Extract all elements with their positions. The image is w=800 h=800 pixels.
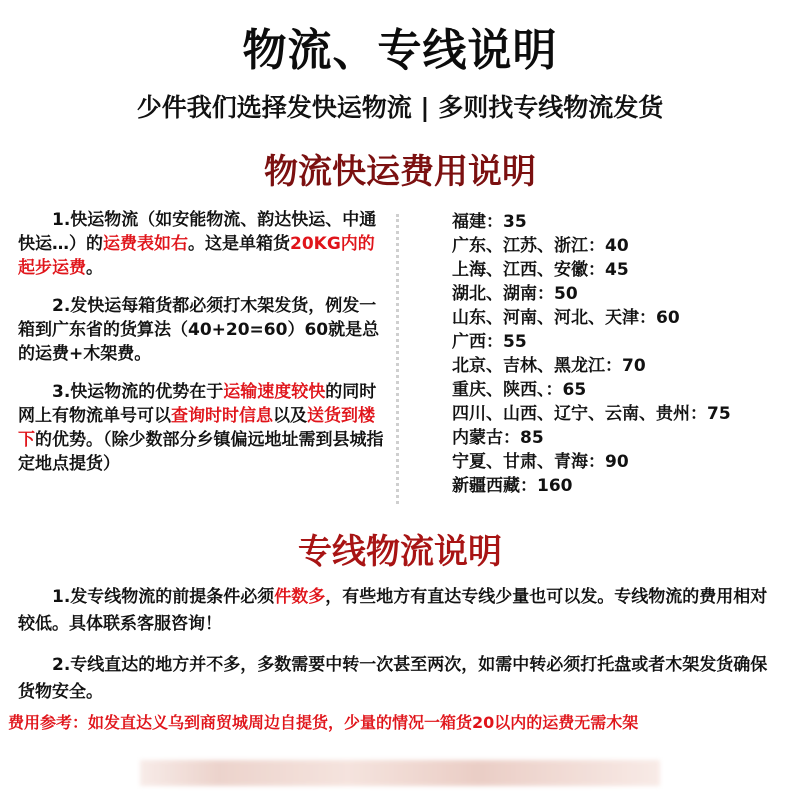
rate-list	[452, 210, 797, 498]
dotted-divider	[396, 214, 411, 504]
rate-item: 北京、吉林、黑龙江：70	[452, 356, 646, 376]
highlight-text: 运输速度较快	[223, 382, 326, 402]
rate-item: 山东、河南、河北、天津：60	[452, 308, 680, 328]
paragraph-text: 。这是单箱货	[188, 234, 290, 254]
highlight-text: 查询时时信息	[171, 406, 273, 426]
rate-item: 宁夏、甘肃、青海：90	[452, 452, 629, 472]
paragraph-text: 以及	[273, 406, 307, 426]
highlight-text: 件数多	[274, 587, 326, 607]
highlight-text: 运费表如右	[103, 234, 188, 254]
rate-item: 湖北、湖南：50	[452, 284, 578, 304]
rate-item: 广西：55	[452, 332, 527, 352]
explanation-paragraph	[18, 294, 388, 366]
blurred-footer-text	[140, 760, 660, 786]
paragraph-text: 2.专线直达的地方并不多，多数需要中转一次甚至两次，如需中转必须打托盘或者木架发货确保货物安全。	[18, 655, 768, 702]
paragraph-text: ，有些地方有直达专线少量也可以发。专线物流的费用相对较低。具体联系客服咨询！	[18, 587, 768, 634]
dedicated-line-paragraph	[18, 584, 782, 638]
dedicated-line-explanation	[18, 584, 782, 720]
express-fee-heading: 物流快运费用说明	[264, 152, 536, 192]
explanation-paragraph	[18, 380, 388, 476]
express-explanation	[18, 208, 388, 490]
page-title: 物流、专线说明	[242, 25, 558, 76]
highlight-text: 20KG内的起步运费	[18, 234, 375, 278]
highlight-text: 送货到楼下	[18, 406, 375, 450]
rate-item: 广东、江苏、浙江：40	[452, 236, 629, 256]
rate-item: 上海、江西、安徽：45	[452, 260, 629, 280]
rate-item: 福建：35	[452, 212, 527, 232]
rate-item: 内蒙古：85	[452, 428, 544, 448]
paragraph-text: 的优势。（除少数部分乡镇偏远地址需到县城指定地点提货）	[18, 430, 384, 474]
paragraph-text: 。	[86, 258, 103, 278]
dedicated-line-heading: 专线物流说明	[298, 532, 502, 572]
paragraph-text: 的同时网上有物流单号可以	[18, 382, 377, 426]
fee-reference-note: 费用参考：如发直达义乌到商贸城周边自提货，少量的情况一箱货20以内的运费无需木架	[8, 713, 639, 732]
rate-item: 新疆西藏：160	[452, 476, 573, 496]
page-subtitle: 少件我们选择发快运物流 | 多则找专线物流发货	[136, 93, 664, 122]
paragraph-text: 1.快运物流（如安能物流、韵达快运、中通快运…）的	[18, 210, 377, 254]
rate-item: 四川、山西、辽宁、云南、贵州：75	[452, 404, 731, 424]
paragraph-text: 1.发专线物流的前提条件必须	[52, 587, 275, 607]
paragraph-text: 3.快运物流的优势在于	[52, 382, 224, 402]
rate-item: 重庆、陕西、：65	[452, 380, 587, 400]
explanation-paragraph	[18, 208, 388, 280]
paragraph-text: 2.发快运每箱货都必须打木架发货，例发一箱到广东省的货算法（40+20=60）60就是总的运费+木架费。	[18, 296, 380, 364]
dedicated-line-paragraph	[18, 652, 782, 706]
